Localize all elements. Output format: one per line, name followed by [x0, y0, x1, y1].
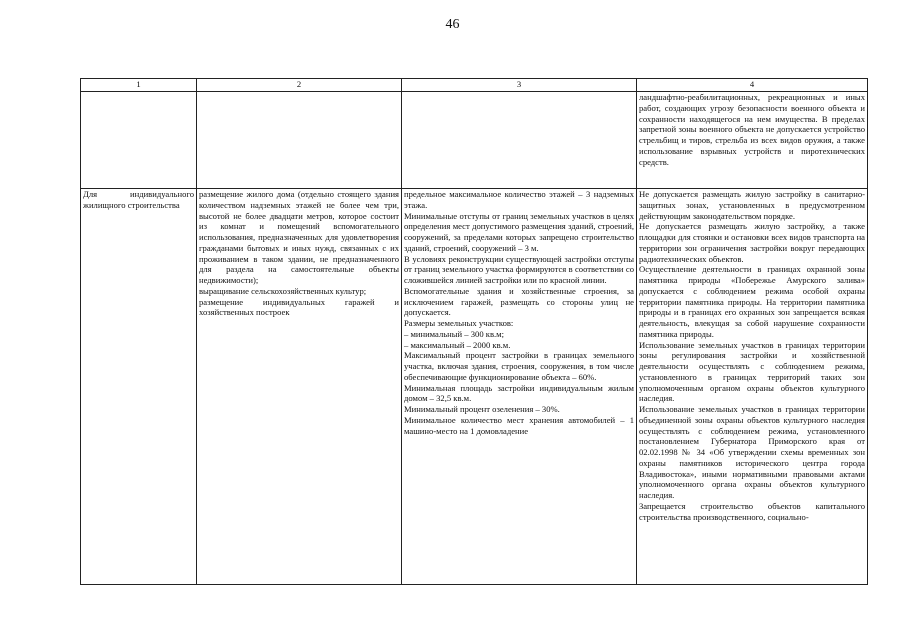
paragraph: Минимальные отступы от границ земельных участков в целях определения мест допустимого размещения зданий, строений, сооружений, за пределами которых запрещено строительство зданий, строений, сооружений – 3 м. [404, 210, 634, 253]
cont-cell-4: ландшафтно-реабилитационных, рекреационных и иных работ, создающих угрозу безопасности военного объекта и сохранности находящегося на нем имущества. В пределах запретной зоны военного объекта не допускается устройство стрельбищ и тиров, стрельба из всех видов оружия, а также использование взрывных устройств и пиротехнических средств. [637, 92, 868, 189]
paragraph: Минимальное количество мест хранения автомобилей – 1 машино-место на 1 домовладение [404, 414, 634, 436]
paragraph: Использование земельных участков в границах территории зоны регулирования застройки и хозяйственной деятельности осуществлять с соблюдением режима, установленного в границах территорий таких зон уполномоченным органом охраны объектов культурного наследия. [639, 339, 865, 404]
table-header-row [81, 79, 868, 92]
page-number: 46 [445, 17, 460, 32]
continuation-row [81, 92, 868, 189]
paragraph: Минимальный процент озеленения – 30%. [404, 404, 560, 414]
paragraph: размещение индивидуальных гаражей и хозяйственных построек [199, 296, 399, 318]
header-cell-3: 3 [402, 79, 637, 92]
cont-cell-1 [81, 92, 197, 189]
cont-cell-3 [402, 92, 637, 189]
cont-cell-2 [197, 92, 402, 189]
header-cell-2: 2 [197, 79, 402, 92]
list-item: – максимальный – 2000 кв.м. [404, 339, 511, 350]
regulations-table [80, 78, 868, 585]
paragraph: предельное максимальное количество этажей – 3 надземных этажа. [404, 189, 634, 210]
table-row [81, 189, 868, 585]
paragraph: Запрещается строительство объектов капитального строительства производственного, социально- [639, 500, 865, 522]
paragraph: выращивание сельскохозяйственных культур; [199, 285, 367, 296]
paragraph: Не допускается размещать жилую застройку в санитарно-защитных зонах, установленных в предусмотренном действующим законодательством порядке. [639, 189, 865, 221]
paragraph: Не допускается размещать жилую застройку, а также площадки для стоянки и остановки всех видов транспорта на территории зон ограничения застройки вокруг передающих радиотехнических объектов. [639, 221, 865, 264]
header-cell-1: 1 [81, 79, 197, 92]
parameters-cell [402, 189, 637, 585]
paragraph: Осуществление деятельности в границах охранной зоны памятника природы «Побережье Амурского залива» допускается с соблюдением режима особой охраны территории памятника природы. На территории памятника природы и в границах его охранных зон запрещается всякая деятельность, влекущая за собой нарушение сохранности памятника природы. [639, 264, 865, 339]
paragraph: Размеры земельных участков: [404, 318, 514, 328]
permitted-uses-cell [197, 189, 402, 585]
land-use-type-cell: Для индивидуального жилищного строительства [81, 189, 197, 585]
paragraph: В условиях реконструкции существующей застройки отступы от границ земельного участка формируются в соответствии со сложившейся линией застройки или по красной линии. [404, 253, 634, 285]
restrictions-cell [637, 189, 868, 585]
paragraph: размещение жилого дома (отдельно стоящего здания количеством надземных этажей не более чем три, высотой не более двадцати метров, которое состоит из комнат и помещений вспомогательного использования, предназначенных для удовлетворения гражданами бытовых и иных нужд, связанных с их проживанием в таком здании, не предназначенного для раздела на самостоятельные объекты недвижимости); [199, 189, 399, 285]
paragraph: Максимальный процент застройки в границах земельного участка, включая здания, строения, сооружения, в том числе обеспечивающие функционирование объекта – 60%. [404, 350, 634, 382]
paragraph: Вспомогательные здания и хозяйственные строения, за исключением гаражей, размещать со стороны улиц не допускается. [404, 285, 634, 318]
header-cell-4: 4 [637, 79, 868, 92]
paragraph: Использование земельных участков в границах территории объединенной зоны охраны объектов культурного наследия осуществлять с соблюдением режима, установленного постановлением Губернатора Приморского края от 02.02.1998 № 34 «Об утверждении схемы временных зон охраны памятников исторического центра города Владивостока», иными нормативными правовыми актами уполномоченного органа охраны объектов культурного наследия. [639, 404, 865, 500]
paragraph: Минимальная площадь застройки индивидуальным жилым домом – 32,5 кв.м. [404, 382, 634, 404]
list-item: – минимальный – 300 кв.м; [404, 328, 504, 339]
